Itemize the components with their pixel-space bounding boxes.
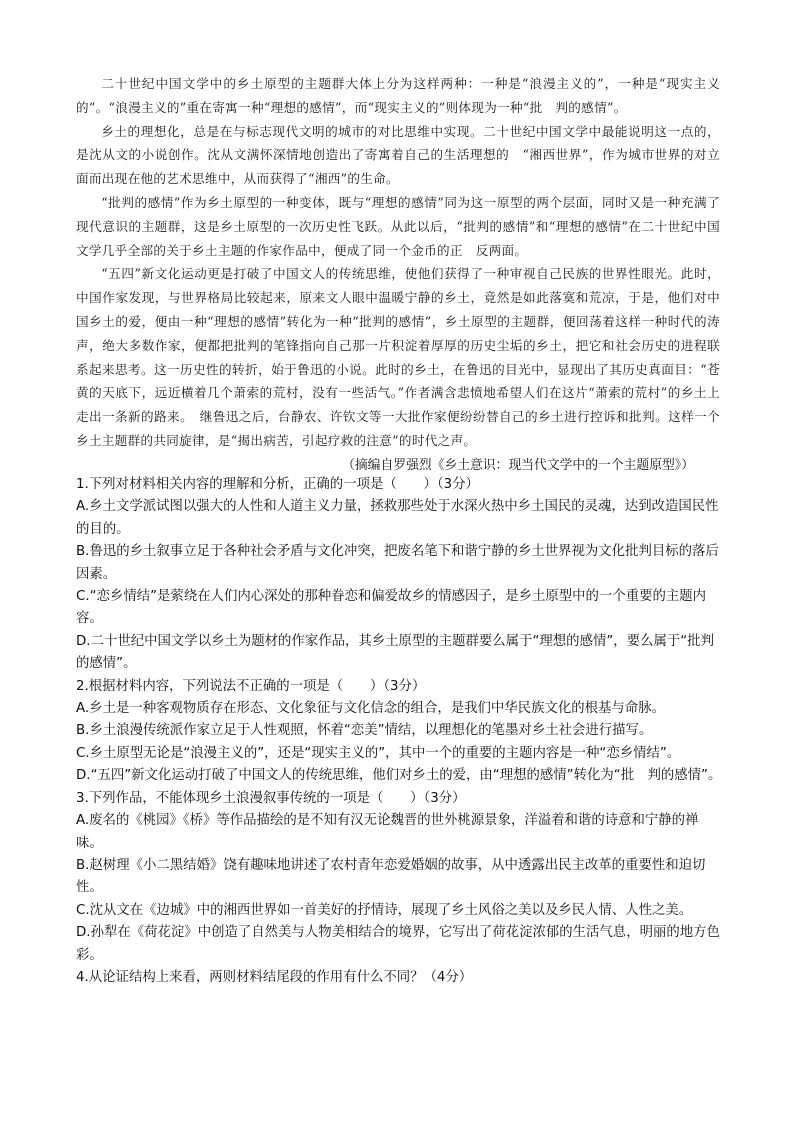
material-paragraph: 二十世纪中国文学中的乡土原型的主题群大体上分为这样两种：一种是“浪漫主义的”，一种是“现实主义的”。“浪漫主义的”重在寄寓一种“理想的感情”，而“现实主义的”则体现为一种“批 判的感情”。: [76, 76, 720, 115]
material-source: （摘编自罗强烈《乡土意识：现当代文学中的一个主题原型》）: [342, 457, 694, 472]
option-c: C.“恋乡情结”是萦绕在人们内心深处的那种眷恋和偏爱故乡的情感因子，是乡土原型中的一个重要的主题内容。: [76, 589, 707, 627]
option-a: A.废名的《桃园》《桥》等作品描绘的是不知有汉无论魏晋的世外桃源景象，洋溢着和谐的诗意和宁静的禅味。: [76, 813, 699, 851]
option-c: C.乡土原型无论是“浪漫主义的”，还是“现实主义的”，其中一个的重要的主题内容是一种“恋乡情结”。: [76, 745, 681, 761]
reading-material: [76, 72, 720, 453]
option-b: B.赵树理《小二黑结婚》饶有趣味地讲述了农村青年恋爱婚姻的故事，从中透露出民主改革的重要性和迫切性。: [76, 857, 706, 896]
material-paragraph: 乡土的理想化，总是在与标志现代文明的城市的对比思维中实现。二十世纪中国文学中最能说明这一点的，是沈从文的小说创作。沈从文满怀深情地创造出了寄寓着自己的生活理想的 “湘西世界”，作为城市世界的对立面而出现在他的艺术思维中，从而获得了“湘西”的生命。: [76, 123, 720, 187]
question-stem: 2.根据材料内容，下列说法不正确的一项是（ ）（3分）: [76, 678, 426, 694]
option-c: C.沈从文在《边城》中的湘西世界如一首美好的抒情诗，展现了乡土风俗之美以及乡民人情、人性之美。: [76, 902, 693, 918]
option-a: A.乡土文学派试图以强大的人性和人道主义力量，拯救那些处于水深火热中乡土国民的灵魂，达到改造国民性的目的。: [76, 499, 719, 537]
option-b: B.乡土浪漫传统派作家立足于人性观照，怀着“恋美”情结，以理想化的笔墨对乡土社会进行描写。: [76, 723, 653, 739]
question-1: [76, 474, 722, 676]
material-paragraph: “批判的感情”作为乡土原型的一种变体，既与“理想的感情”同为这一原型的两个层面，同时又是一种充满了现代意识的主题群，这是乡土原型的一次历史性飞跃。从此以后，“批判的感情”和“理想的感情”在二十世纪中国文学几乎全部的关于乡土主题的作家作品中，便成了同一个金币的正 反两面。: [76, 194, 720, 258]
question-list: [76, 474, 722, 989]
question-stem: 1.下列对材料相关内容的理解和分析，正确的一项是（ ）（3分）: [76, 477, 479, 492]
material-paragraph: “五四”新文化运动更是打破了中国文人的传统思维，使他们获得了一种审视自己民族的世界性眼光。此时，中国作家发现，与世界格局比较起来，原来文人眼中温暖宁静的乡土，竟然是如此落寞和荒凉，于是，他们对中国乡土的爱，便由一种“理想的感情”转化为一种“批判的感情”，乡土原型的主题群，便回荡着这样一种时代的涛声，绝大多数作家，便都把批判的笔锋指向自己那一片积淀着厚厚的历史尘垢的乡土，把它和社会历史的进程联系起来思考。这一历史性的转折，始于鲁迅的小说。此时的乡土，在鲁迅的目光中，显现出了其历史真面目：“苍黄的天底下，远近横着几个萧索的荒村，没有一些活气。”作者满含悲愤地希望人们在这片“萧索的荒村”的乡土上走出一条新的路来。 继鲁迅之后，台静农、许钦文等一大批作家便纷纷替自己的乡土进行控诉和批判。这样一个乡土主题群的共同旋律，是“揭出病苦，引起疗救的注意”的时代之声。: [76, 266, 720, 448]
option-a: A.乡土是一种客观物质存在形态、文化象征与文化信念的组合，是我们中华民族文化的根基与命脉。: [76, 701, 665, 717]
option-d: D.“五四”新文化运动打破了中国文人的传统思维，他们对乡土的爱，由“理想的感情”转化为“批 判的感情”。: [76, 768, 722, 784]
question-2: [76, 676, 722, 788]
option-d: D.二十世纪中国文学以乡土为题材的作家作品，其乡土原型的主题群要么属于“理想的感情”，要么属于“批判的感情”。: [76, 633, 714, 672]
option-d: D.孙犁在《荷花淀》中创造了自然美与人物美相结合的境界，它写出了荷花淀浓郁的生活气息，明丽的地方色彩。: [76, 925, 720, 963]
question-stem: 3.下列作品，不能体现乡土浪漫叙事传统的一项是（ ）（3分）: [76, 790, 466, 806]
question-4: [76, 967, 722, 989]
question-3: [76, 788, 722, 967]
option-b: B.鲁迅的乡土叙事立足于各种社会矛盾与文化冲突，把废名笔下和谐宁静的乡土世界视为文化批判目标的落后因素。: [76, 544, 719, 582]
question-stem: 4.从论证结构上来看，两则材料结尾段的作用有什么不同？（4分）: [76, 969, 473, 985]
